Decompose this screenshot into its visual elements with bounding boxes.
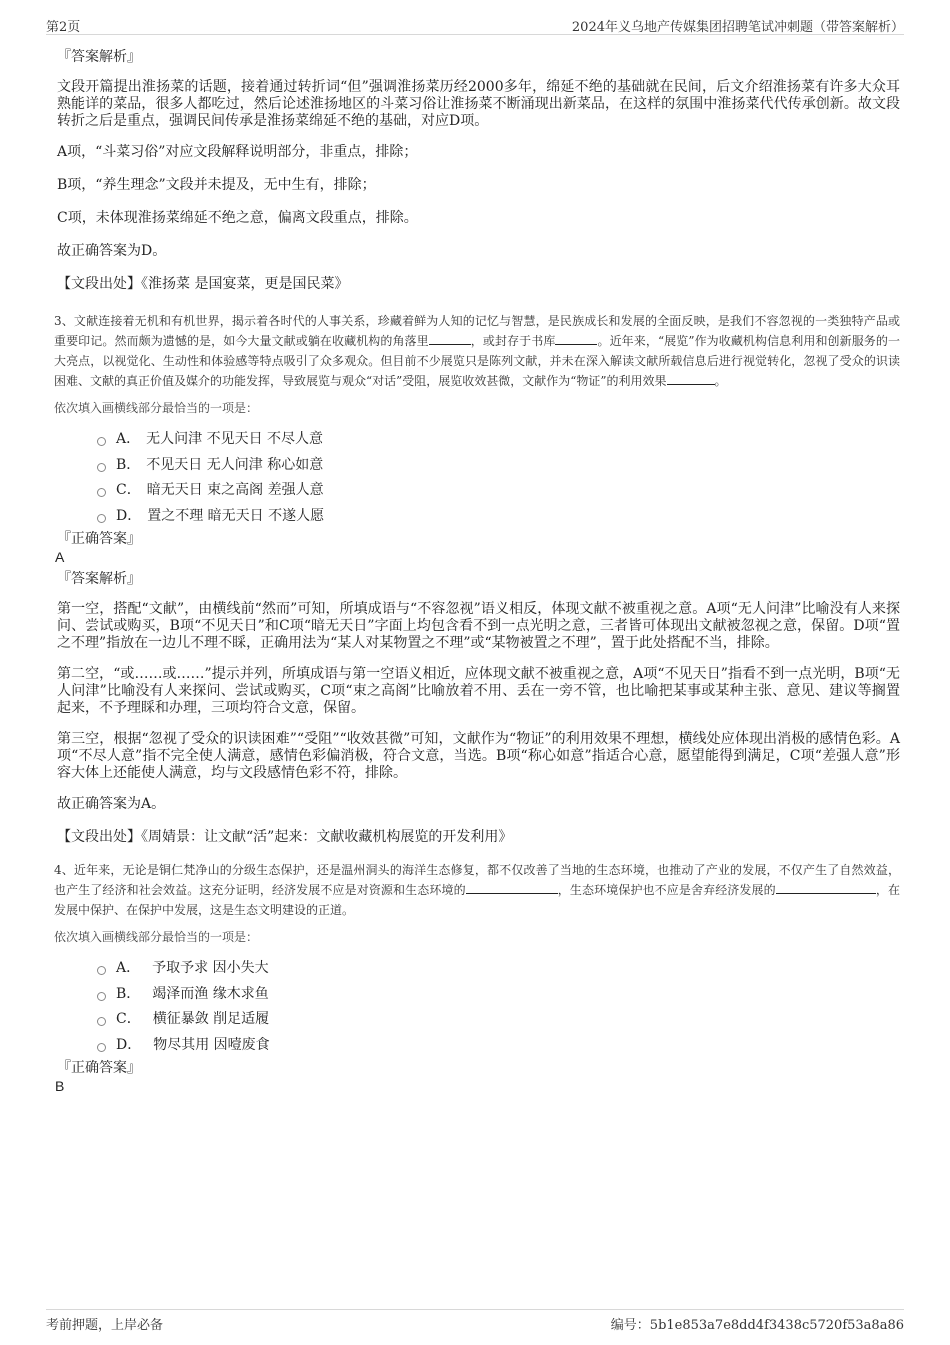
analysis-paragraph: B项，“养生理念”文段并未提及，无中生有，排除； bbox=[57, 177, 376, 193]
answer-blank bbox=[776, 881, 876, 894]
page-number: 第2页 bbox=[46, 20, 81, 35]
analysis-paragraph: 第一空，搭配“文献”，由横线前“然而”可知，所填成语与“不容忽视”语义相反，体现文献不被重视之意。A项“无人问津”比喻没有人来探问、尝试或购买，B项“不见天日”和C项“暗无天日”字面上均包含看不到一点光明之意，三者皆可体现出文献被忽视之意，保留。D项“置之不理”指放在一边儿不理不睬，正确用法为“某人对某物置之不理”或“某物被置之不理”，置于此处搭配不当，排除。 bbox=[57, 601, 900, 651]
radio-icon[interactable] bbox=[97, 992, 106, 1001]
option-text: 予取予求 因小失大 bbox=[152, 960, 269, 976]
question-3-options bbox=[97, 427, 900, 529]
page-header bbox=[46, 14, 904, 35]
radio-icon[interactable] bbox=[97, 1043, 106, 1052]
analysis-paragraph: 文段开篇提出淮扬菜的话题，接着通过转折词“但”强调淮扬菜历经2000多年，绵延不绝的基础就在民间，后文介绍淮扬菜有许多大众耳熟能详的菜品，很多人都吃过，然后论述淮扬地区的斗菜习俗让淮扬菜不断涌现出新菜品，在这样的氛围中淮扬菜代代传承创新。故文段转折之后是重点，强调民间传承是淮扬菜绵延不绝的基础，对应D项。 bbox=[57, 79, 900, 129]
radio-icon[interactable] bbox=[97, 437, 106, 446]
option-c[interactable]: C． 暗无天日 束之高阁 差强人意 bbox=[97, 478, 900, 504]
option-text: 置之不理 暗无天日 不遂人愿 bbox=[147, 507, 325, 524]
option-text: 竭泽而渔 缘木求鱼 bbox=[152, 985, 269, 1002]
answer-blank bbox=[466, 881, 558, 894]
analysis-heading: 『答案解析』 bbox=[57, 49, 141, 65]
document-title: 2024年义乌地产传媒集团招聘笔试冲刺题（带答案解析） bbox=[571, 20, 904, 35]
radio-icon[interactable] bbox=[97, 514, 106, 523]
option-a[interactable]: A． 予取予求 因小失大 bbox=[97, 956, 900, 982]
page-content bbox=[54, 47, 900, 1094]
document-id: 编号：5b1e853a7e8dd4f3438c5720f53a8a86 bbox=[610, 1318, 904, 1333]
question-prompt: 依次填入画横线部分最恰当的一项是： bbox=[54, 401, 259, 415]
answer-blank bbox=[429, 332, 471, 345]
option-text: 暗无天日 束之高阁 差强人意 bbox=[146, 482, 324, 498]
footer-slogan: 考前押题，上岸必备 bbox=[46, 1318, 164, 1333]
radio-icon[interactable] bbox=[97, 966, 106, 975]
analysis-paragraph: 第三空，根据“忽视了受众的识读困难”“受阻”“收效甚微”可知，文献作为“物证”的利用效果不理想，横线处应体现出消极的感情色彩。A项“不尽人意”指不完全使人满意，感情色彩偏消极，符合文意，当选。B项“称心如意”指适合心意，愿望能得到满足，C项“差强人意”形容大体上还能使人满意，均与文段感情色彩不符，排除。 bbox=[57, 731, 900, 781]
answer-blank bbox=[667, 372, 715, 385]
option-d[interactable]: D． 置之不理 暗无天日 不遂人愿 bbox=[97, 504, 900, 530]
correct-answer-heading: 『正确答案』 bbox=[57, 1060, 141, 1076]
source-citation: 【文段出处】《淮扬菜 是国宴菜，更是国民菜》 bbox=[57, 276, 349, 292]
source-citation: 【文段出处】《周婧景：让文献“活”起来：文献收藏机构展览的开发利用》 bbox=[57, 829, 513, 845]
correct-answer: B bbox=[55, 1078, 65, 1094]
option-text: 不见天日 无人问津 称心如意 bbox=[146, 456, 324, 473]
analysis-paragraph: 第二空，“或……或……”提示并列，所填成语与第一空语义相近，应体现文献不被重视之意，A项“不见天日”指看不到一点光明，B项“无人问津”比喻没有人来探问、尝试或购买，C项“束之高阁”比喻放着不用、丢在一旁不管，也比喻把某事或某种主张、意见、建议等搁置起来，不予理睬和办理，三项均符合文意，保留。 bbox=[57, 666, 900, 716]
question-prompt: 依次填入画横线部分最恰当的一项是： bbox=[54, 930, 259, 944]
option-text: 无人问津 不见天日 不尽人意 bbox=[146, 431, 324, 447]
radio-icon[interactable] bbox=[97, 463, 106, 472]
page-footer bbox=[46, 1309, 904, 1333]
question-4-text: 4、近年来，无论是铜仁梵净山的分级生态保护，还是温州洞头的海洋生态修复，都不仅改善了当地的生态环境，也推动了产业的发展，不仅产生了自然效益，也产生了经济和社会效益。这充分证明，经济发展不应是对资源和生态环境的 ，生态环境保护也不应是舍弃经济发展的 ，在发展中保护、在保护中发展，这是生态文明建设的正道。 bbox=[54, 863, 900, 917]
correct-answer-heading: 『正确答案』 bbox=[57, 531, 141, 547]
analysis-paragraph: C项，未体现淮扬菜绵延不绝之意，偏离文段重点，排除。 bbox=[57, 210, 418, 226]
option-d[interactable]: D． 物尽其用 因噎废食 bbox=[97, 1033, 900, 1059]
conclusion: 故正确答案为A。 bbox=[57, 796, 166, 812]
conclusion: 故正确答案为D。 bbox=[57, 243, 167, 259]
option-a[interactable]: A． 无人问津 不见天日 不尽人意 bbox=[97, 427, 900, 453]
option-b[interactable]: B． 不见天日 无人问津 称心如意 bbox=[97, 453, 900, 479]
radio-icon[interactable] bbox=[97, 1017, 106, 1026]
question-4-options bbox=[97, 956, 900, 1058]
analysis-paragraph: A项，“斗菜习俗”对应文段解释说明部分，非重点，排除； bbox=[57, 144, 418, 160]
option-text: 横征暴敛 削足适履 bbox=[152, 1011, 270, 1027]
option-text: 物尽其用 因噎废食 bbox=[153, 1036, 270, 1053]
answer-blank bbox=[555, 332, 597, 345]
question-3-text: 3、文献连接着无机和有机世界，揭示着各时代的人事关系，珍藏着鲜为人知的记忆与智慧，是民族成长和发展的全面反映，是我们不容忽视的一类独特产品或重要印记。然而颇为遗憾的是，如今大量文献或躺在收藏机构的角落里 ，或封存于书库 。近年来，“展览”作为收藏机构信息利用和创新服务的一大亮点，以视觉化、生动性和体验感等特点吸引了众多观众。但目前不少展览只是陈列文献，并未在深入解读文献所载信息后进行视觉转化，忽视了受众的识读困难、文献的真正价值及媒介的功能发挥，导致展览与观众“对话”受阻，展览收效甚微，文献作为“物证”的利用效果 。 bbox=[54, 314, 900, 388]
analysis-heading: 『答案解析』 bbox=[57, 571, 141, 587]
option-c[interactable]: C． 横征暴敛 削足适履 bbox=[97, 1007, 900, 1033]
option-b[interactable]: B． 竭泽而渔 缘木求鱼 bbox=[97, 982, 900, 1008]
radio-icon[interactable] bbox=[97, 488, 106, 497]
correct-answer: A bbox=[55, 549, 65, 565]
